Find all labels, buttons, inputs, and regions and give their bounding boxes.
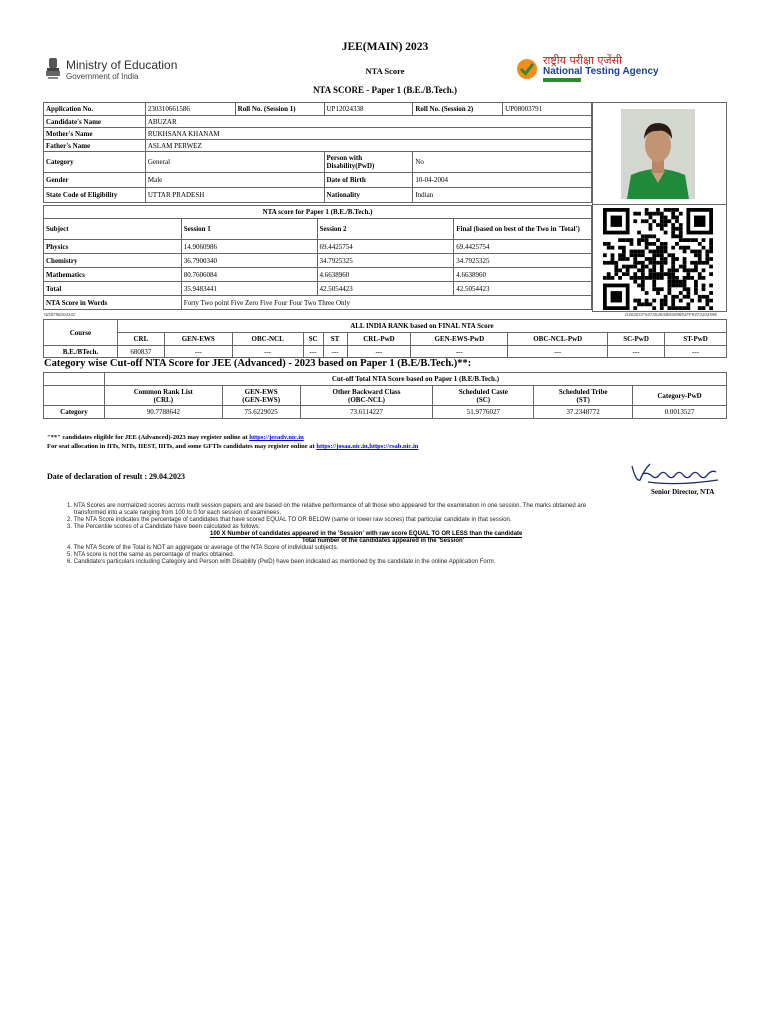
score-cell: 35.9483441 — [181, 282, 317, 296]
table-row — [44, 406, 727, 419]
category-label: Category — [44, 152, 146, 173]
course-value: B.E./BTech. — [44, 346, 118, 358]
father-label: Father's Name — [44, 140, 146, 152]
subject-cell: Chemistry — [44, 254, 182, 268]
table-row — [44, 320, 727, 333]
rank-cell: --- — [323, 346, 347, 358]
column-header: OBC-NCL — [232, 333, 303, 346]
nationality-label: Nationality — [324, 188, 413, 203]
score-cell: 4.6638960 — [317, 268, 454, 282]
nta-hindi-name: राष्ट्रीय परीक्षा एजेंसी — [543, 54, 622, 67]
subject-cell: Physics — [44, 240, 182, 254]
table-row — [44, 128, 592, 140]
column-header — [222, 386, 300, 406]
table-row — [44, 346, 727, 358]
roll2-value: UP08003791 — [503, 103, 592, 116]
column-header-line: (GEN-EWS) — [242, 395, 281, 404]
instruction-item: 3. The Percentile scores of a Candidate have been calculated as follows: — [67, 524, 261, 530]
formula-denominator: Total number of the candidates appeared in the 'Session' — [302, 538, 465, 544]
rank-table-title: ALL INDIA RANK based on FINAL NTA Score — [117, 320, 726, 333]
table-row — [44, 333, 727, 346]
cutoff-cell: 37.2348772 — [534, 406, 633, 419]
column-header — [104, 386, 222, 406]
table-row — [44, 206, 592, 219]
application-value: 230310661586 — [145, 103, 235, 116]
qr-code — [603, 208, 713, 310]
dob-value: 10-04-2004 — [413, 173, 592, 188]
category-value: General — [145, 152, 324, 173]
signatory-title: Senior Director, NTA — [651, 488, 715, 496]
father-value: ASLAM PERWEZ — [145, 140, 591, 152]
gender-label: Gender — [44, 173, 146, 188]
table-row — [44, 219, 592, 240]
score-cell: 69.4425754 — [317, 240, 454, 254]
column-header: CRL-PwD — [347, 333, 411, 346]
document-code-left: ND8798204102 — [44, 312, 76, 317]
cutoff-cell: 73.6114227 — [300, 406, 433, 419]
table-row — [44, 296, 592, 310]
table-row — [44, 386, 727, 406]
signature — [628, 460, 728, 488]
nta-logo — [516, 54, 666, 84]
score-cell: 34.7925325 — [454, 254, 592, 268]
state-label: State Code of Eligibility — [44, 188, 146, 203]
candidate-photo-image — [621, 109, 695, 199]
column-header — [534, 386, 633, 406]
rank-table — [43, 319, 727, 358]
score-table-title: NTA score for Paper 1 (B.E./B.Tech.) — [44, 206, 592, 219]
advanced-registration-note — [47, 434, 304, 441]
paper-title: NTA SCORE - Paper 1 (B.E./B.Tech.) — [312, 85, 458, 95]
score-cell: 42.5054423 — [454, 282, 592, 296]
formula-numerator — [67, 531, 727, 538]
candidate-details-table — [43, 102, 592, 203]
column-header: ST-PwD — [665, 333, 727, 346]
instruction-item: transformed into a scale ranging from 100 to 0 for each session of examinees. — [74, 510, 282, 516]
ministry-name: Ministry of Education — [66, 58, 178, 72]
cutoff-table — [43, 372, 727, 419]
column-header: ST — [323, 333, 347, 346]
name-label: Candidate's Name — [44, 116, 146, 128]
table-row — [44, 188, 592, 203]
score-cell: 4.6638960 — [454, 268, 592, 282]
cutoff-heading: Category wise Cut-off NTA Score for JEE (Advanced) - 2023 based on Paper 1 (B.E/B.Tech.)**: — [44, 358, 472, 369]
note-text: "**" candidates eligible for JEE (Advanced)-2023 may register online at — [47, 434, 248, 441]
instruction-item: 1. NTA Scores are normalized scores across multi session papers and are based on the relative performance of all those who appeared for the examination in one session. The marks obtained are — [67, 503, 587, 509]
column-header-line: (OBC-NCL) — [348, 395, 385, 404]
table-row — [44, 116, 592, 128]
rank-cell: --- — [665, 346, 727, 358]
roll1-value: UP12024338 — [324, 103, 413, 116]
score-cell: 80.7606084 — [181, 268, 317, 282]
rank-cell: --- — [347, 346, 411, 358]
score-cell: 34.7925325 — [317, 254, 454, 268]
rank-cell: 680837 — [117, 346, 164, 358]
table-row — [44, 268, 592, 282]
score-cell: 69.4425754 — [454, 240, 592, 254]
column-header: CRL — [117, 333, 164, 346]
column-header-line: (CRL) — [153, 395, 174, 404]
nta-check-icon — [516, 58, 538, 80]
column-header-line: Scheduled Tribe — [558, 387, 608, 396]
nta-tagline-bar — [543, 78, 581, 82]
table-row — [44, 282, 592, 296]
jeeadv-link[interactable]: https://jeeadv.nic.in — [249, 434, 304, 441]
cutoff-table-title: Cut-off Total NTA Score based on Paper 1 (B.E/B.Tech.) — [104, 373, 726, 386]
candidate-photo — [621, 109, 695, 199]
rank-cell: --- — [232, 346, 303, 358]
score-subtitle: NTA Score — [365, 66, 405, 76]
rank-cell: --- — [608, 346, 665, 358]
nationality-value: Indian — [413, 188, 592, 203]
rank-cell: --- — [508, 346, 608, 358]
table-row — [44, 103, 592, 116]
column-header-line: (ST) — [576, 395, 590, 404]
column-header: OBC-NCL-PwD — [508, 333, 608, 346]
roll2-label: Roll No. (Session 2) — [413, 103, 503, 116]
instruction-item: 4. The NTA Score of the Total is NOT an aggregate or average of the NTA Score of individual subjects. — [67, 545, 339, 551]
ministry-of-education-logo — [44, 56, 194, 86]
column-header: Subject — [44, 219, 182, 240]
cutoff-cell: 75.6229025 — [222, 406, 300, 419]
ministry-subtitle: Government of India — [66, 72, 139, 81]
instructions-list — [67, 503, 727, 566]
signature-image — [628, 460, 728, 488]
column-header: SC — [303, 333, 323, 346]
state-value: UTTAR PRADESH — [145, 188, 324, 203]
mother-value: RUKHSANA KHANAM — [145, 128, 591, 140]
table-row — [44, 254, 592, 268]
table-row — [44, 373, 727, 386]
score-words-value: Forty Two point Five Zero Five Four Four Two Three Only — [181, 296, 591, 310]
formula-numerator-text: 100 X Number of candidates appeared in the 'Session' with raw score EQUAL TO OR LESS than the candidate — [210, 531, 523, 537]
cutoff-row-label: Category — [44, 406, 105, 419]
photo-cell — [592, 102, 727, 205]
national-emblem-icon — [44, 56, 62, 82]
score-cell: 36.7900340 — [181, 254, 317, 268]
rank-cell: --- — [164, 346, 232, 358]
declaration-date: Date of declaration of result : 29.04.2023 — [47, 472, 186, 481]
application-label: Application No. — [44, 103, 146, 116]
table-row — [44, 173, 592, 188]
table-row — [44, 140, 592, 152]
name-value: ABUZAR — [145, 116, 591, 128]
exam-title: JEE(MAIN) 2023 — [341, 41, 429, 53]
column-header: Category-PwD — [633, 386, 727, 406]
document-code-right: D402ECF5473540ABE609691FF9473103596 — [625, 312, 717, 317]
column-header — [300, 386, 433, 406]
table-row — [44, 152, 592, 173]
table-row — [44, 240, 592, 254]
instruction-item: 5. NTA score is not the same as percentage of marks obtained. — [67, 552, 235, 558]
cutoff-cell: 90.7788642 — [104, 406, 222, 419]
qr-cell — [592, 204, 727, 312]
column-header — [433, 386, 534, 406]
instruction-item: 2. The NTA Score indicates the percentage of candidates that have scored EQUAL TO OR BELOW (same or lower raw scores) that particular candidate in that session. — [67, 517, 512, 523]
cutoff-cell: 51.9776027 — [433, 406, 534, 419]
nta-english-name: National Testing Agency — [543, 66, 659, 77]
course-header: Course — [44, 320, 118, 346]
pwd-value: No — [413, 152, 592, 173]
subject-cell: Mathematics — [44, 268, 182, 282]
column-header: SC-PwD — [608, 333, 665, 346]
score-table — [43, 205, 592, 310]
score-cell: 42.5054423 — [317, 282, 454, 296]
column-header: GEN-EWS — [164, 333, 232, 346]
subject-cell: Total — [44, 282, 182, 296]
josaa-csab-link[interactable]: https://josaa.nic.in,https://csab.nic.in — [316, 443, 419, 450]
column-header-line: Other Backward Class — [332, 387, 401, 396]
instruction-item: 6. Candidate's particulars including Category and Person with Disability (PwD) have been indicated as mentioned by the candidate in the online Application Form. — [67, 559, 496, 565]
rank-cell: --- — [411, 346, 508, 358]
column-header: Session 1 — [181, 219, 317, 240]
column-header-line: GEN-EWS — [244, 387, 278, 396]
pwd-label: Person with Disability(PwD) — [324, 152, 413, 173]
cutoff-cell: 0.0013527 — [633, 406, 727, 419]
roll1-label: Roll No. (Session 1) — [235, 103, 324, 116]
column-header: Final (based on best of the Two in 'Total') — [454, 219, 592, 240]
dob-label: Date of Birth — [324, 173, 413, 188]
note-text: For seat allocation in IITs, NITs, IIEST, IIITs, and some GFTIs candidates may register online at — [47, 443, 315, 450]
column-header-line: Scheduled Caste — [458, 387, 508, 396]
mother-label: Mother's Name — [44, 128, 146, 140]
rank-cell: --- — [303, 346, 323, 358]
column-header: GEN-EWS-PwD — [411, 333, 508, 346]
score-cell: 14.9060986 — [181, 240, 317, 254]
seat-allocation-note — [47, 443, 418, 450]
gender-value: Male — [145, 173, 324, 188]
column-header: Session 2 — [317, 219, 454, 240]
column-header-line: (SC) — [476, 395, 491, 404]
column-header-line: Common Rank List — [133, 387, 193, 396]
score-words-label: NTA Score in Words — [44, 296, 182, 310]
